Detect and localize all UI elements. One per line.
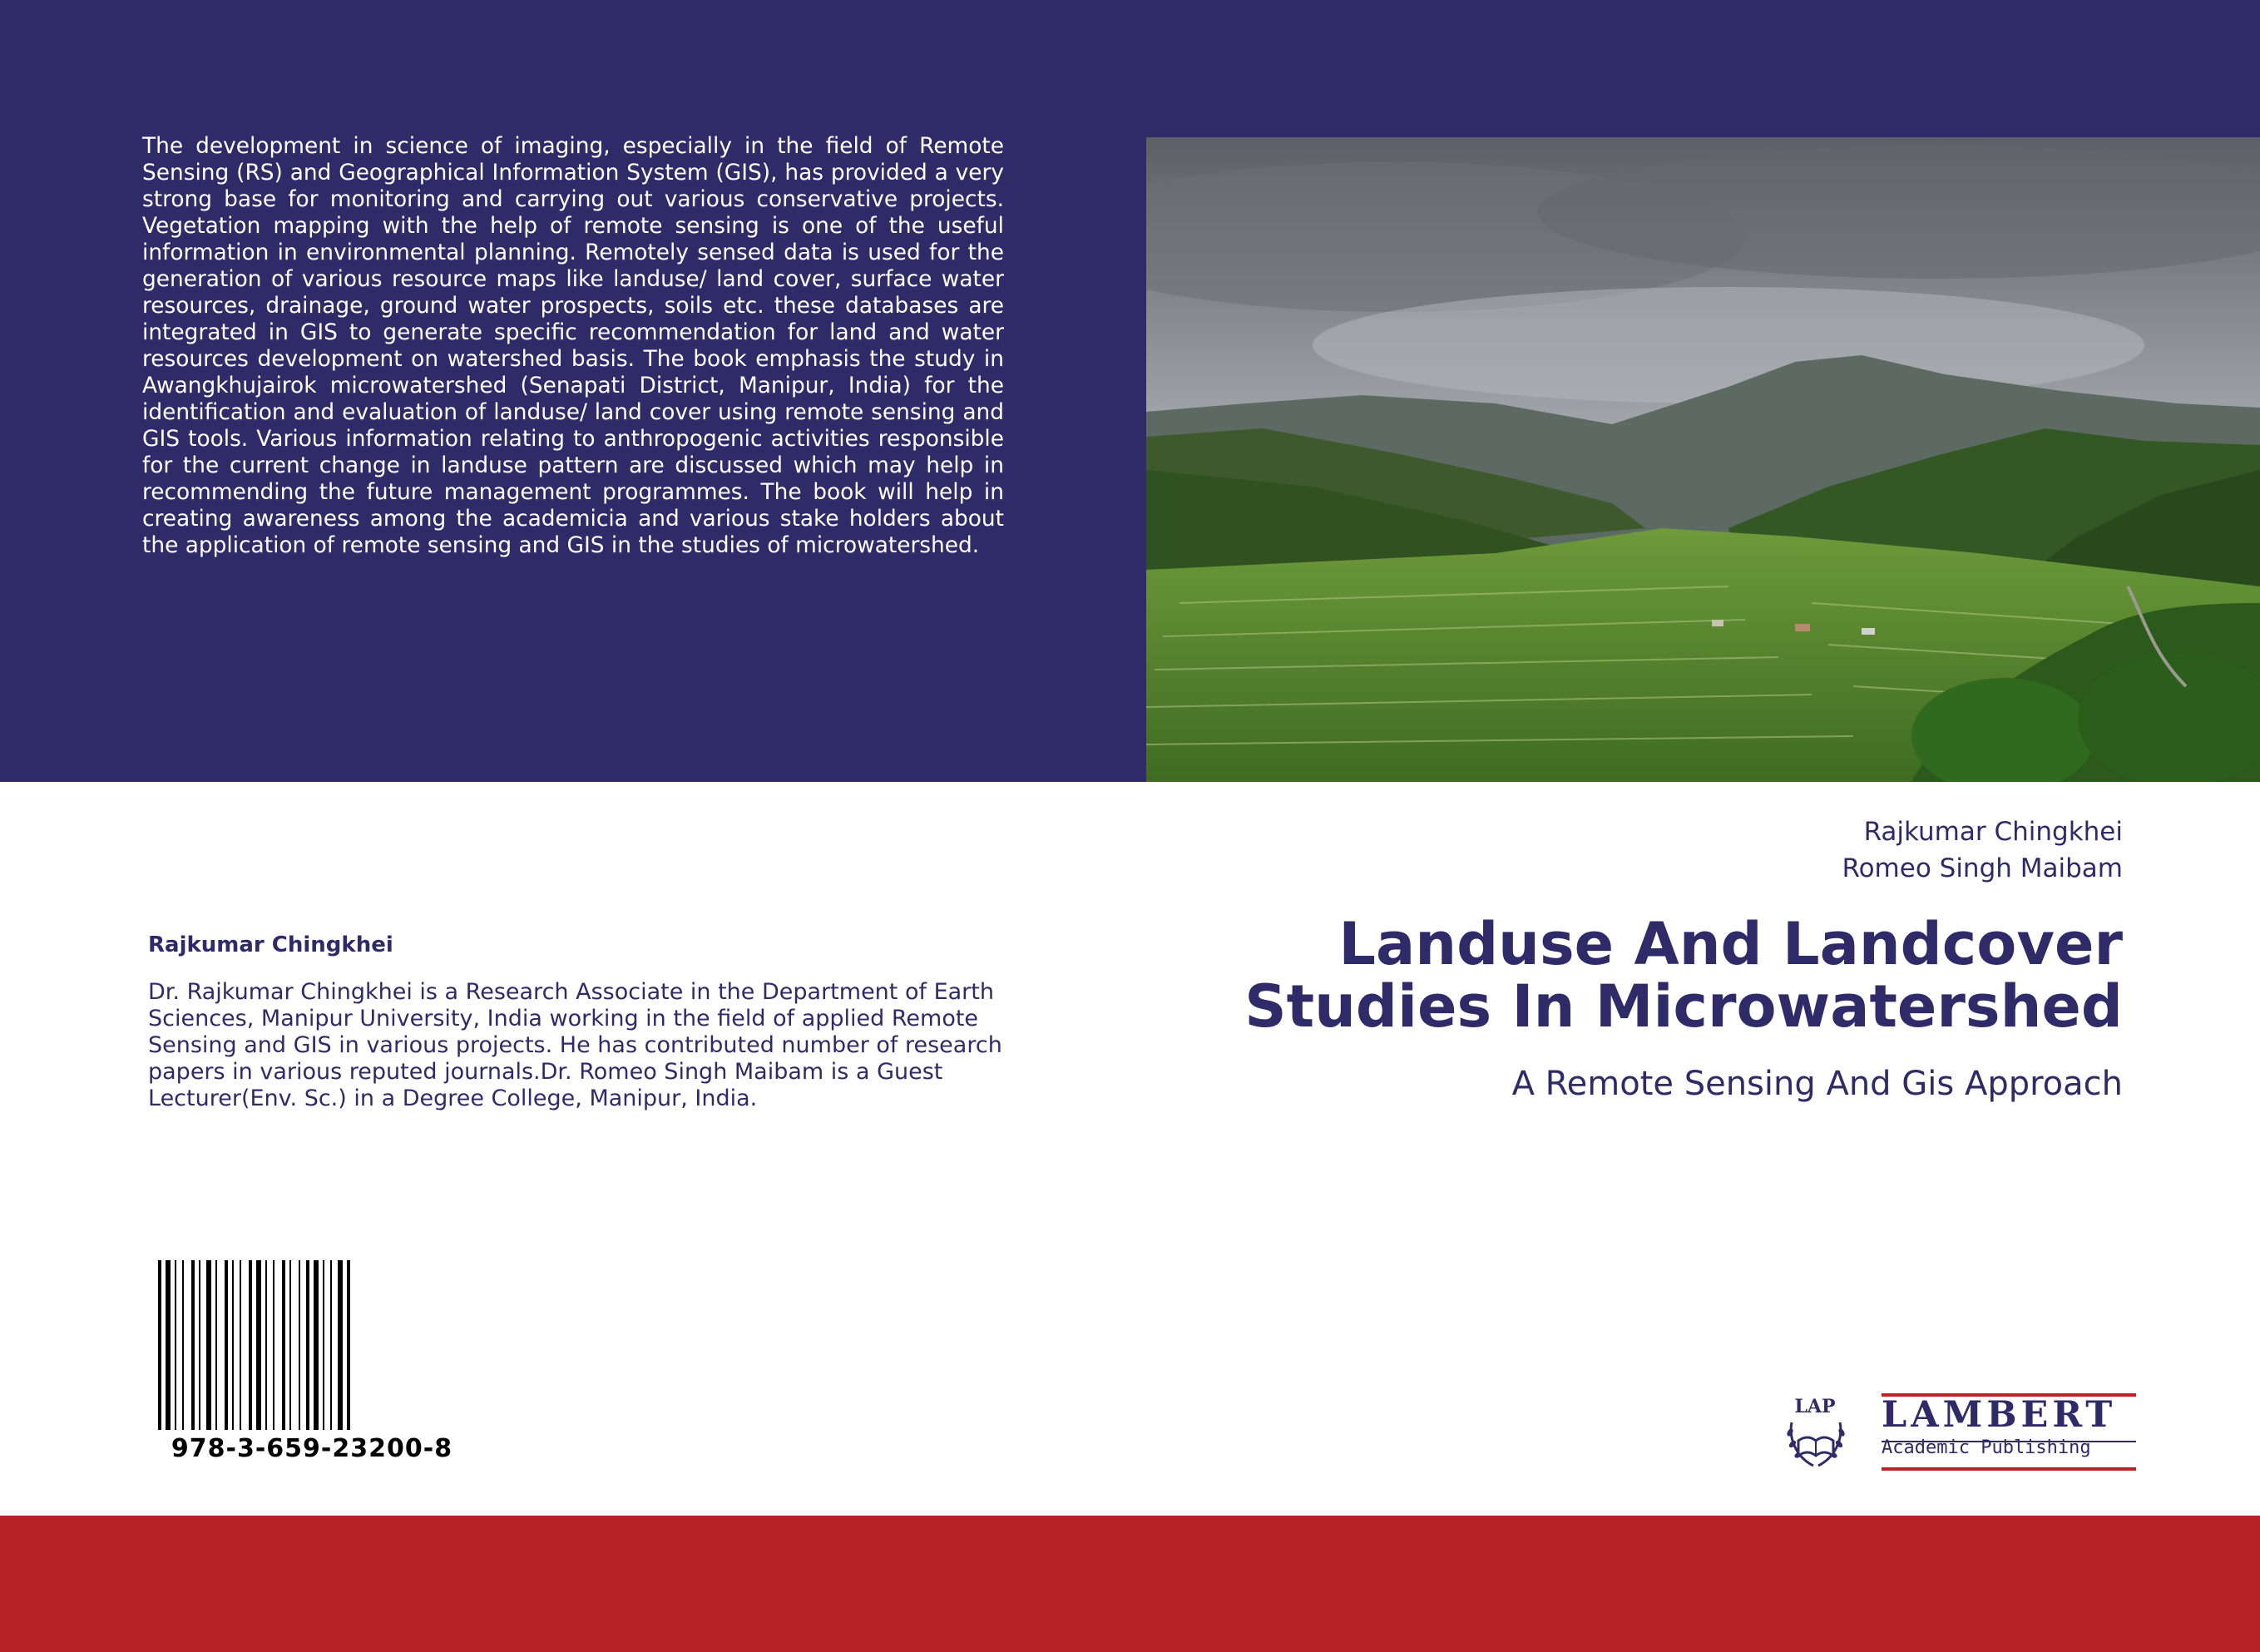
back-cover-description: The development in science of imaging, especially in the field of Remote Sensing (RS) and Geographical Information System (GIS), has provided a very strong base for monitoring and carrying out various conservative projects. Vegetation mapping with the help of remote sensing is one of the useful information in environmental planning. Remotely sensed data is used for the generation of various resource maps like landuse/ land cover, surface water resources, drainage, ground water prospects, soils etc. these databases are integrated in GIS to generate specific recommendation for land and water resources development on watershed basis. The book emphasis the study in Awangkhujairok microwatershed (Senapati District, Manipur, India) for the identification and evaluation of landuse/ land cover using remote sensing and GIS tools. Various information relating to anthropogenic activities responsible for the current change in landuse pattern are discussed which may help in recommending the future management programmes. The book will help in creating awareness among the academicia and various stake holders about the application of remote sensing and GIS in the studies of microwatershed.: [142, 133, 1004, 558]
logo-monogram: LAP: [1794, 1396, 1836, 1417]
book-title-line-1: Landuse And Landcover: [1338, 910, 2123, 978]
barcode-bar: [330, 1260, 332, 1430]
book-title: [1244, 910, 2123, 1041]
publisher-tagline: Academic Publishing: [1882, 1437, 2091, 1458]
barcode-bar: [199, 1260, 200, 1430]
barcode-bar: [232, 1260, 234, 1430]
isbn-number: 978-3-659-23200-8: [171, 1434, 453, 1463]
barcode-bar: [215, 1260, 217, 1430]
bottom-red-band: [0, 1516, 2260, 1652]
barcode-bar: [206, 1260, 211, 1430]
barcode-bar: [240, 1260, 241, 1430]
barcode-bar: [314, 1260, 319, 1430]
publisher-name: LAMBERT: [1882, 1394, 2117, 1436]
book-title-line-2: Studies In Microwatershed: [1244, 972, 2123, 1041]
barcode-bar: [299, 1260, 300, 1430]
barcode-bar: [256, 1260, 261, 1430]
barcode-bar: [347, 1260, 350, 1430]
author-list: [1842, 814, 2123, 887]
barcode-bar: [166, 1260, 171, 1430]
barcode-bar: [265, 1260, 267, 1430]
barcode-bar: [289, 1260, 291, 1430]
cover-photo: [1146, 137, 2260, 782]
barcode-bar: [182, 1260, 184, 1430]
author-biography: Dr. Rajkumar Chingkhei is a Research Associate in the Department of Earth Sciences, Manipur University, India working in the field of applied Remote Sensing and GIS in various projects. He has contributed number of research papers in various reputed journals.Dr. Romeo Singh Maibam is a Guest Lecturer(Env. Sc.) in a Degree College, Manipur, India.: [148, 979, 1002, 1111]
barcode-bar: [282, 1260, 285, 1430]
barcode-bar: [306, 1260, 309, 1430]
barcode-bar: [338, 1260, 343, 1430]
hills-and-rice-terraces-photo: [1146, 137, 2260, 782]
author-name: Romeo Singh Maibam: [1842, 853, 2123, 883]
barcode-bar: [175, 1260, 176, 1430]
barcode-bar: [158, 1260, 161, 1430]
barcode-bar: [323, 1260, 324, 1430]
barcode-bar: [191, 1260, 195, 1430]
author-name: Rajkumar Chingkhei: [1863, 817, 2123, 847]
barcode-bar: [225, 1260, 228, 1430]
bio-author-name: Rajkumar Chingkhei: [148, 932, 393, 957]
book-subtitle: A Remote Sensing And Gis Approach: [1511, 1065, 2123, 1103]
barcode-icon: [158, 1260, 474, 1430]
barcode-bar: [249, 1260, 252, 1430]
barcode-bar: [273, 1260, 274, 1430]
